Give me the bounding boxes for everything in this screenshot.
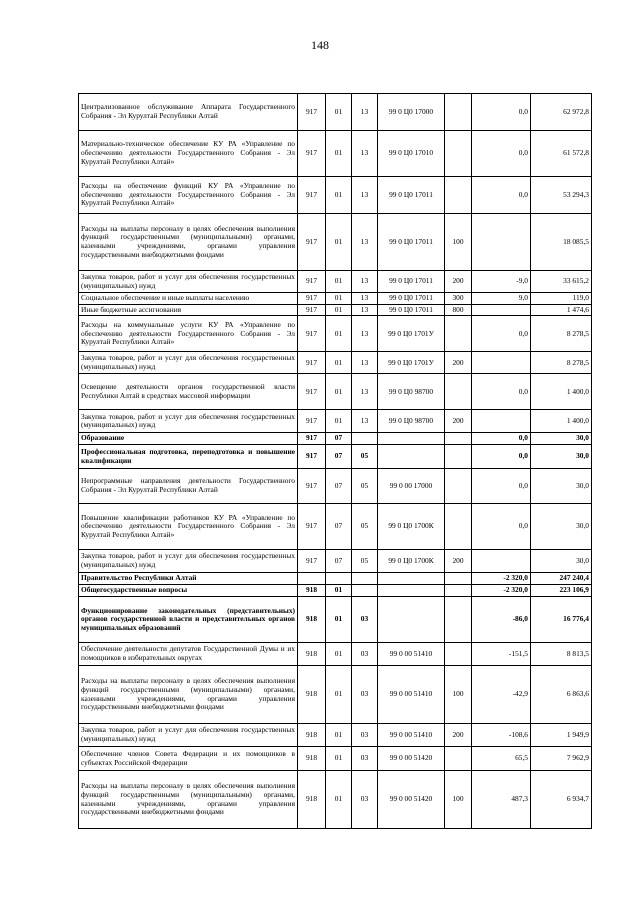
subsection-code: 05 xyxy=(352,550,378,573)
expense-type-code: 200 xyxy=(445,724,472,747)
expense-type-code: 200 xyxy=(445,550,472,573)
target-article-code: 99 0 00 51410 xyxy=(378,643,445,666)
amount-total: 247 240,4 xyxy=(531,573,592,585)
amount-total: 30,0 xyxy=(531,433,592,445)
ved-code: 917 xyxy=(298,304,326,316)
target-article-code: 99 0 Ц0 17011 xyxy=(378,271,445,293)
expense-type-code xyxy=(445,316,472,352)
table-row xyxy=(79,410,592,433)
amount-change: -2 320,0 xyxy=(472,573,531,585)
expense-type-code xyxy=(445,94,472,131)
subsection-code: 05 xyxy=(352,445,378,469)
amount-total: 6 863,6 xyxy=(531,666,592,724)
target-article-code: 99 0 Ц0 98700 xyxy=(378,374,445,410)
table-row xyxy=(79,724,592,747)
section-code: 01 xyxy=(326,597,352,643)
amount-total: 30,0 xyxy=(531,504,592,550)
ved-code: 917 xyxy=(298,316,326,352)
section-code: 01 xyxy=(326,724,352,747)
table-row xyxy=(79,550,592,573)
ved-code: 917 xyxy=(298,374,326,410)
section-code: 01 xyxy=(326,131,352,177)
row-name: Закупка товаров, работ и услуг для обеспечения государственных (муниципальных) нужд xyxy=(79,724,298,747)
amount-change: -108,6 xyxy=(472,724,531,747)
amount-change: -42,9 xyxy=(472,666,531,724)
amount-total: 1 474,6 xyxy=(531,304,592,316)
target-article-code xyxy=(378,433,445,445)
target-article-code: 99 0 Ц0 1700К xyxy=(378,504,445,550)
ved-code: 917 xyxy=(298,177,326,214)
ved-code: 917 xyxy=(298,433,326,445)
target-article-code: 99 0 Ц0 17011 xyxy=(378,304,445,316)
expense-type-code xyxy=(445,504,472,550)
amount-total: 30,0 xyxy=(531,445,592,469)
amount-total: 16 776,4 xyxy=(531,597,592,643)
subsection-code: 13 xyxy=(352,293,378,305)
amount-change: 487,3 xyxy=(472,771,531,829)
amount-change: 0,0 xyxy=(472,131,531,177)
section-code: 01 xyxy=(326,410,352,433)
subsection-code: 13 xyxy=(352,352,378,374)
amount-change: 0,0 xyxy=(472,316,531,352)
target-article-code: 99 0 00 51420 xyxy=(378,771,445,829)
amount-total: 8 813,5 xyxy=(531,643,592,666)
amount-total: 1 949,9 xyxy=(531,724,592,747)
table-row xyxy=(79,643,592,666)
ved-code: 917 xyxy=(298,293,326,305)
amount-change: 0,0 xyxy=(472,374,531,410)
ved-code: 917 xyxy=(298,131,326,177)
section-code: 01 xyxy=(326,304,352,316)
subsection-code: 13 xyxy=(352,214,378,271)
subsection-code: 13 xyxy=(352,374,378,410)
row-name: Образование xyxy=(79,433,298,445)
table-row xyxy=(79,374,592,410)
target-article-code: 99 0 00 17000 xyxy=(378,469,445,504)
row-name: Закупка товаров, работ и услуг для обеспечения государственных (муниципальных) нужд xyxy=(79,410,298,433)
amount-change xyxy=(472,352,531,374)
ved-code: 918 xyxy=(298,643,326,666)
table-body xyxy=(79,94,592,829)
section-code: 07 xyxy=(326,550,352,573)
amount-change: 0,0 xyxy=(472,504,531,550)
expense-type-code: 200 xyxy=(445,352,472,374)
amount-total: 119,0 xyxy=(531,293,592,305)
amount-total: 223 106,9 xyxy=(531,585,592,597)
expense-type-code xyxy=(445,585,472,597)
section-code: 01 xyxy=(326,293,352,305)
amount-change: 0,0 xyxy=(472,469,531,504)
row-name: Обеспечение членов Совета Федерации и их помощников в субъектах Российской Федерации xyxy=(79,747,298,771)
ved-code xyxy=(298,573,326,585)
table-row xyxy=(79,293,592,305)
target-article-code: 99 0 Ц0 17011 xyxy=(378,214,445,271)
amount-change: -9,0 xyxy=(472,271,531,293)
row-name: Закупка товаров, работ и услуг для обеспечения государственных (муниципальных) нужд xyxy=(79,271,298,293)
section-code: 01 xyxy=(326,214,352,271)
target-article-code: 99 0 Ц0 1701У xyxy=(378,352,445,374)
ved-code: 917 xyxy=(298,504,326,550)
amount-change: -2 320,0 xyxy=(472,585,531,597)
ved-code: 918 xyxy=(298,747,326,771)
expense-type-code: 200 xyxy=(445,410,472,433)
target-article-code: 99 0 Ц0 98700 xyxy=(378,410,445,433)
row-name: Общегосударственные вопросы xyxy=(79,585,298,597)
ved-code: 918 xyxy=(298,585,326,597)
expense-type-code xyxy=(445,573,472,585)
ved-code: 918 xyxy=(298,771,326,829)
table-row xyxy=(79,304,592,316)
ved-code: 917 xyxy=(298,469,326,504)
expense-type-code: 100 xyxy=(445,771,472,829)
ved-code: 918 xyxy=(298,597,326,643)
table-row xyxy=(79,469,592,504)
subsection-code xyxy=(352,573,378,585)
expense-type-code xyxy=(445,445,472,469)
target-article-code: 99 0 00 51420 xyxy=(378,747,445,771)
section-code: 07 xyxy=(326,433,352,445)
target-article-code: 99 0 Ц0 1700К xyxy=(378,550,445,573)
budget-table xyxy=(78,93,592,829)
subsection-code: 03 xyxy=(352,666,378,724)
amount-change: 0,0 xyxy=(472,445,531,469)
amount-total: 7 962,9 xyxy=(531,747,592,771)
ved-code: 917 xyxy=(298,214,326,271)
subsection-code: 13 xyxy=(352,94,378,131)
row-name: Закупка товаров, работ и услуг для обеспечения государственных (муниципальных) нужд xyxy=(79,550,298,573)
ved-code: 918 xyxy=(298,724,326,747)
subsection-code xyxy=(352,433,378,445)
amount-total: 6 934,7 xyxy=(531,771,592,829)
subsection-code: 03 xyxy=(352,724,378,747)
subsection-code: 05 xyxy=(352,504,378,550)
amount-total: 18 085,5 xyxy=(531,214,592,271)
ved-code: 917 xyxy=(298,410,326,433)
amount-total: 30,0 xyxy=(531,469,592,504)
subsection-code: 05 xyxy=(352,469,378,504)
table-row xyxy=(79,504,592,550)
section-code: 01 xyxy=(326,771,352,829)
table-row xyxy=(79,597,592,643)
expense-type-code xyxy=(445,374,472,410)
row-name: Расходы на выплаты персоналу в целях обеспечения выполнения функций государственными (муниципальными) органами, казенными учреждениями, органами управления государственными внебюджетными фондами xyxy=(79,771,298,829)
subsection-code: 13 xyxy=(352,410,378,433)
ved-code: 918 xyxy=(298,666,326,724)
table-row xyxy=(79,445,592,469)
row-name: Иные бюджетные ассигнования xyxy=(79,304,298,316)
expense-type-code xyxy=(445,643,472,666)
amount-total: 1 400,0 xyxy=(531,374,592,410)
section-code: 01 xyxy=(326,643,352,666)
row-name: Расходы на коммунальные услуги КУ РА «Управление по обеспечению деятельности Государственного Собрания - Эл Курултай Республики Алтай» xyxy=(79,316,298,352)
amount-change: 0,0 xyxy=(472,177,531,214)
amount-change: 65,5 xyxy=(472,747,531,771)
section-code: 01 xyxy=(326,747,352,771)
table-row xyxy=(79,771,592,829)
row-name: Расходы на обеспечение функций КУ РА «Управление по обеспечению деятельности Государственного Собрания - Эл Курултай Республики Алтай» xyxy=(79,177,298,214)
target-article-code: 99 0 00 51410 xyxy=(378,666,445,724)
amount-total: 1 400,0 xyxy=(531,410,592,433)
amount-total: 30,0 xyxy=(531,550,592,573)
ved-code: 917 xyxy=(298,352,326,374)
amount-total: 61 572,8 xyxy=(531,131,592,177)
section-code xyxy=(326,573,352,585)
amount-change xyxy=(472,410,531,433)
section-code: 01 xyxy=(326,316,352,352)
expense-type-code: 300 xyxy=(445,293,472,305)
table-row xyxy=(79,747,592,771)
target-article-code: 99 0 Ц0 17011 xyxy=(378,177,445,214)
amount-change: -151,5 xyxy=(472,643,531,666)
amount-change: -86,0 xyxy=(472,597,531,643)
section-code: 01 xyxy=(326,271,352,293)
amount-change xyxy=(472,214,531,271)
subsection-code: 03 xyxy=(352,747,378,771)
target-article-code: 99 0 Ц0 1701У xyxy=(378,316,445,352)
table-row xyxy=(79,316,592,352)
row-name: Непрограммные направления деятельности Государственного Собрания - Эл Курултай Республики Алтай xyxy=(79,469,298,504)
ved-code: 917 xyxy=(298,271,326,293)
amount-change: 0,0 xyxy=(472,433,531,445)
section-code: 01 xyxy=(326,94,352,131)
table-row xyxy=(79,94,592,131)
ved-code: 917 xyxy=(298,445,326,469)
ved-code: 917 xyxy=(298,550,326,573)
target-article-code: 99 0 Ц0 17010 xyxy=(378,131,445,177)
page-number: 148 xyxy=(311,38,329,52)
section-code: 01 xyxy=(326,585,352,597)
target-article-code xyxy=(378,597,445,643)
subsection-code: 03 xyxy=(352,771,378,829)
table-row xyxy=(79,131,592,177)
expense-type-code xyxy=(445,131,472,177)
row-name: Освещение деятельности органов государственной власти Республики Алтай в средствах массовой информации xyxy=(79,374,298,410)
target-article-code: 99 0 00 51410 xyxy=(378,724,445,747)
table-row xyxy=(79,585,592,597)
row-name: Расходы на выплаты персоналу в целях обеспечения выполнения функций государственными (муниципальными) органами, казенными учреждениями, органами управления государственными внебюджетными фондами xyxy=(79,666,298,724)
row-name: Повышение квалификации работников КУ РА «Управление по обеспечению деятельности Государственного Собрания - Эл Курултай Республики Алтай» xyxy=(79,504,298,550)
section-code: 07 xyxy=(326,445,352,469)
amount-change xyxy=(472,304,531,316)
amount-change xyxy=(472,550,531,573)
table-row xyxy=(79,177,592,214)
section-code: 01 xyxy=(326,177,352,214)
subsection-code: 13 xyxy=(352,271,378,293)
amount-change: 9,0 xyxy=(472,293,531,305)
amount-total: 53 294,3 xyxy=(531,177,592,214)
amount-change: 0,0 xyxy=(472,94,531,131)
row-name: Обеспечение деятельности депутатов Государственной Думы и их помощников в избирательных округах xyxy=(79,643,298,666)
row-name: Функционирование законодательных (представительных) органов государственной власти и представительных органов муниципальных образований xyxy=(79,597,298,643)
table-row xyxy=(79,666,592,724)
row-name: Расходы на выплаты персоналу в целях обеспечения выполнения функций государственными (муниципальными) органами, казенными учреждениями, органами управления государственными внебюджетными фондами xyxy=(79,214,298,271)
target-article-code xyxy=(378,573,445,585)
section-code: 01 xyxy=(326,352,352,374)
subsection-code: 13 xyxy=(352,316,378,352)
row-name: Закупка товаров, работ и услуг для обеспечения государственных (муниципальных) нужд xyxy=(79,352,298,374)
table-row xyxy=(79,573,592,585)
subsection-code: 03 xyxy=(352,643,378,666)
subsection-code: 13 xyxy=(352,131,378,177)
section-code: 07 xyxy=(326,504,352,550)
expense-type-code: 200 xyxy=(445,271,472,293)
expense-type-code: 100 xyxy=(445,214,472,271)
row-name: Правительство Республики Алтай xyxy=(79,573,298,585)
amount-total: 33 615,2 xyxy=(531,271,592,293)
expense-type-code: 800 xyxy=(445,304,472,316)
expense-type-code: 100 xyxy=(445,666,472,724)
row-name: Социальное обеспечение и иные выплаты населению xyxy=(79,293,298,305)
target-article-code xyxy=(378,445,445,469)
expense-type-code xyxy=(445,433,472,445)
table-row xyxy=(79,271,592,293)
table-row xyxy=(79,214,592,271)
expense-type-code xyxy=(445,747,472,771)
expense-type-code xyxy=(445,469,472,504)
row-name: Материально-техническое обеспечение КУ РА «Управление по обеспечению деятельности Государственного Собрания - Эл Курултай Республики Алтай» xyxy=(79,131,298,177)
row-name: Централизованное обслуживание Аппарата Государственного Собрания - Эл Курултай Республики Алтай xyxy=(79,94,298,131)
ved-code: 917 xyxy=(298,94,326,131)
subsection-code xyxy=(352,585,378,597)
target-article-code: 99 0 Ц0 17000 xyxy=(378,94,445,131)
amount-total: 62 972,8 xyxy=(531,94,592,131)
target-article-code xyxy=(378,585,445,597)
section-code: 01 xyxy=(326,374,352,410)
amount-total: 8 278,5 xyxy=(531,352,592,374)
expense-type-code xyxy=(445,177,472,214)
table-row xyxy=(79,433,592,445)
row-name: Профессиональная подготовка, переподготовка и повышение квалификации xyxy=(79,445,298,469)
section-code: 07 xyxy=(326,469,352,504)
subsection-code: 13 xyxy=(352,177,378,214)
amount-total: 8 278,5 xyxy=(531,316,592,352)
subsection-code: 13 xyxy=(352,304,378,316)
section-code: 01 xyxy=(326,666,352,724)
table-row xyxy=(79,352,592,374)
subsection-code: 03 xyxy=(352,597,378,643)
expense-type-code xyxy=(445,597,472,643)
target-article-code: 99 0 Ц0 17011 xyxy=(378,293,445,305)
